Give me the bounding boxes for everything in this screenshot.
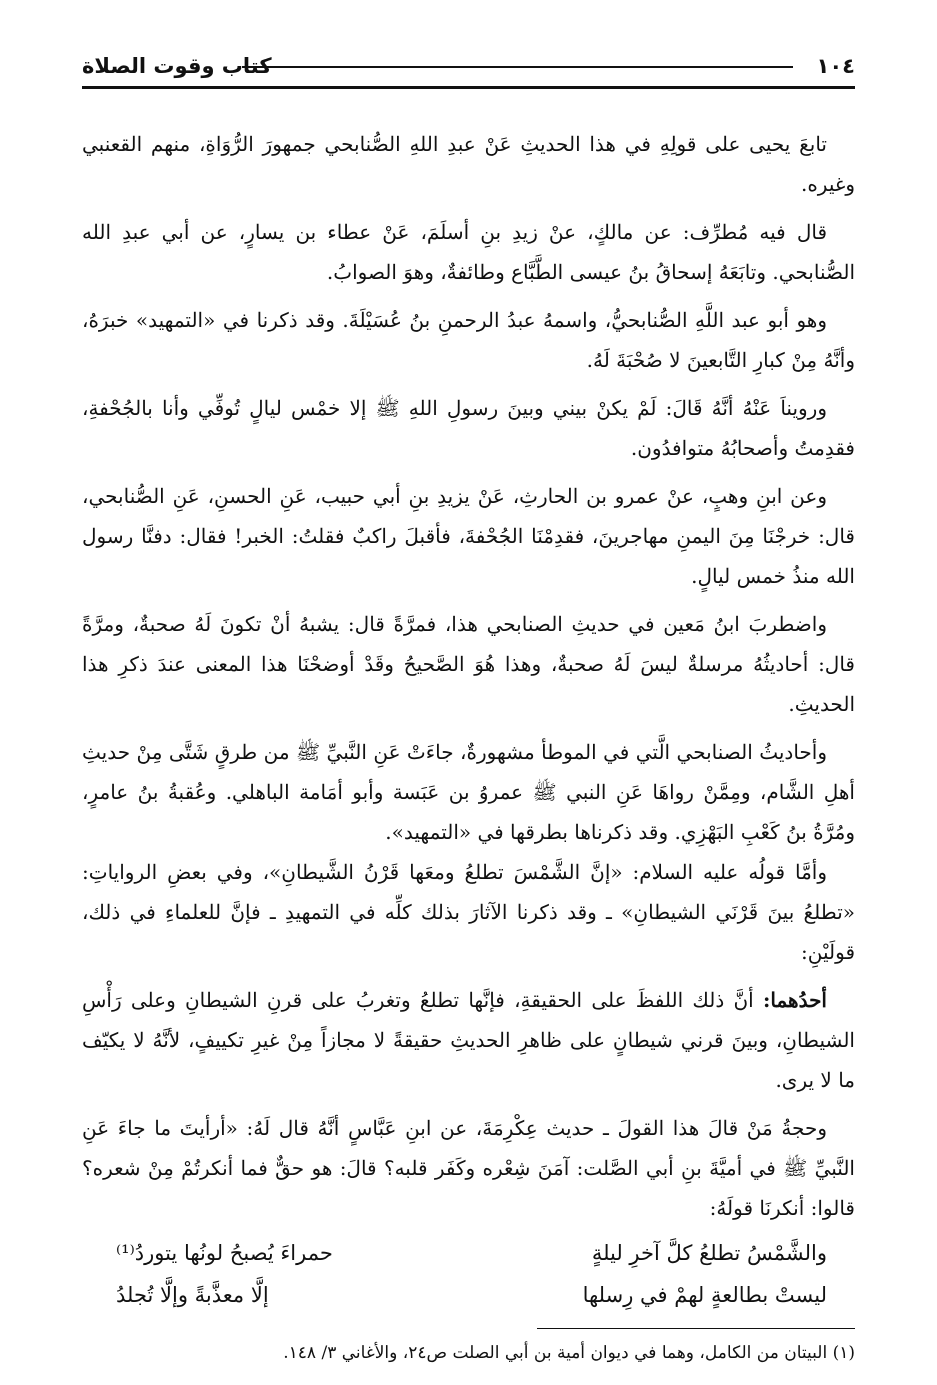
verse-first-half: والشَّمْسُ تطلعُ كلَّ آخرِ ليلةٍ <box>591 1241 827 1265</box>
poem-verse <box>82 1232 855 1274</box>
paragraph: وأمَّا قولُه عليه السلام: «إنَّ الشَّمْسَ تطلعُ ومعَها قَرْنُ الشَّيطانِ»، وفي بعضِ الرواياتِ: «تطلعُ بينَ قَرْنَي الشيطانِ» ـ وقد ذكرنا الآثارَ بذلك كلِّه في التمهيدِ ـ فإنَّ للعلماءِ في ذلك، قولَيْنِ: <box>82 860 855 964</box>
header-rule <box>82 86 855 89</box>
running-title: كتاب وقوت الصلاة <box>82 54 272 78</box>
book-page <box>82 48 855 1368</box>
paragraph: وعن ابنِ وهبٍ، عنْ عمرو بن الحارثِ، عَنْ يزيدِ بنِ أبي حبيب، عَنِ الحسنِ، عَنِ الصُّنابحي، قال: خرجْنَا مِنَ اليمنِ مهاجرينَ، فقدِمْنَا الجُحْفةَ، فأقبلَ راكبٌ فقلتُ: الخبر! فقال: دفنَّا رسول الله منذُ خمس ليالٍ. <box>82 484 855 588</box>
paragraph: واضطربَ ابنُ مَعين في حديثِ الصنابحي هذا، فمرَّةً قال: يشبهُ أنْ تكونَ لَهُ صحبةٌ، ومرَّةً قال: أحاديثُهُ مرسلةٌ ليسَ لَهُ صحبةٌ، وهذا هُوَ الصَّحيحُ وقَدْ أوضحْنَا هذا المعنى عندَ ذكرِ هذا الحديثِ. <box>82 612 855 716</box>
paragraph: وحجةُ مَنْ قالَ هذا القولَ ـ حديث عِكْرِمَةَ، عن ابنِ عَبَّاسٍ أنَّهُ قال لَهُ: «أرأيتَ ما جاءَ عَنِ النَّبيِّ ﷺ في أميَّةَ بنِ أبي الصَّلت: آمَنَ شِعْره وكَفَر قلبه؟ قالَ: هو حقٌّ فما أنكرتُمْ مِنْ شعره؟ قالوا: أنكرنَا قولَهُ: <box>82 1116 855 1220</box>
page-body <box>82 124 855 1316</box>
page-number: ١٠٤ <box>816 54 855 78</box>
paragraph: وهو أبو عبد اللَّهِ الصُّنابحيُّ، واسمهُ عبدُ الرحمنِ بنُ عُسَيْلَةَ. وقد ذكرنا في «التمهيد» خبرَهُ، وأنَّهُ مِنْ كبارِ التَّابعينَ لا صُحْبَةَ لَهُ. <box>82 308 855 372</box>
paragraph: وأحاديثُ الصنابحي الَّتي في الموطأ مشهورةٌ، جاءَتْ عَنِ النَّبيِّ ﷺ من طرقٍ شَتَّى مِنْ حديثِ أهلِ الشَّام، ومِمَّنْ رواهَا عَنِ النبي ﷺ عمروُ بن عَبَسة وأبو أمَامة الباهلي. وعُقبةُ بنُ عامرٍ، ومُرَّةُ بنُ كَعْبِ البَهْزِي. وقد ذكرناها بطرقها في «التمهيد». <box>82 740 855 844</box>
page-header <box>82 48 855 84</box>
paragraph-first-opinion <box>82 980 855 1100</box>
footnote-separator <box>537 1328 855 1329</box>
verse-first-half: ليستْ بطالعةٍ لهمْ في رِسلها <box>582 1283 827 1307</box>
paragraph: تابعَ يحيى على قولِهِ في هذا الحديثِ عَنْ عبدِ اللهِ الصُّنابحي جمهورَ الرُّوَاةِ، منهم القعنبي وغيره. <box>82 132 855 196</box>
footnote: (١) البيتان من الكامل، وهما في ديوان أمية بن أبي الصلت ص٢٤، والأغاني ٣/ ١٤٨. <box>283 1343 855 1363</box>
poem <box>82 1232 855 1316</box>
paragraph: قال فيه مُطرِّف: عن مالكٍ، عنْ زيدِ بنِ أسلَمَ، عَنْ عطاء بن يسارٍ، عن أبي عبدِ الله الصُّنابحي. وتابَعَهُ إسحاقُ بنُ عيسى الطَّبَّاع وطائفةٌ، وهوَ الصوابُ. <box>82 220 855 284</box>
verse-second-half: إلَّا معذَّبةً وإلَّا تُجلدُ <box>116 1283 269 1307</box>
lead-word: أحدُهما: <box>762 988 827 1012</box>
verse-second-half: حمراءَ يُصبحُ لونُها يتوردُ⁽¹⁾ <box>116 1241 333 1265</box>
paragraph-text: أنَّ ذلك اللفظَ على الحقيقةِ، فإنَّها تطلعُ وتغربُ على قرنِ الشيطانِ وعلى رَأْسِ الشيطانِ، وبينَ قرني شيطانٍ على ظاهرِ الحديثِ حقيقةً لا مجازاً مِنْ غيرِ تكييفٍ، لأنَّهُ لا يكيّف ما لا يرى. <box>82 988 855 1092</box>
paragraph: ورويناَ عَنْهُ أنَّهُ قَالَ: لَمْ يكنْ بيني وبينَ رسولِ اللهِ ﷺ إلا خمْس ليالٍ تُوفِّي وأنا بالجُحْفةِ، فقدِمتُ وأصحابُهُ متوافدُون. <box>82 396 855 460</box>
poem-verse <box>82 1274 855 1316</box>
header-line <box>242 66 793 68</box>
